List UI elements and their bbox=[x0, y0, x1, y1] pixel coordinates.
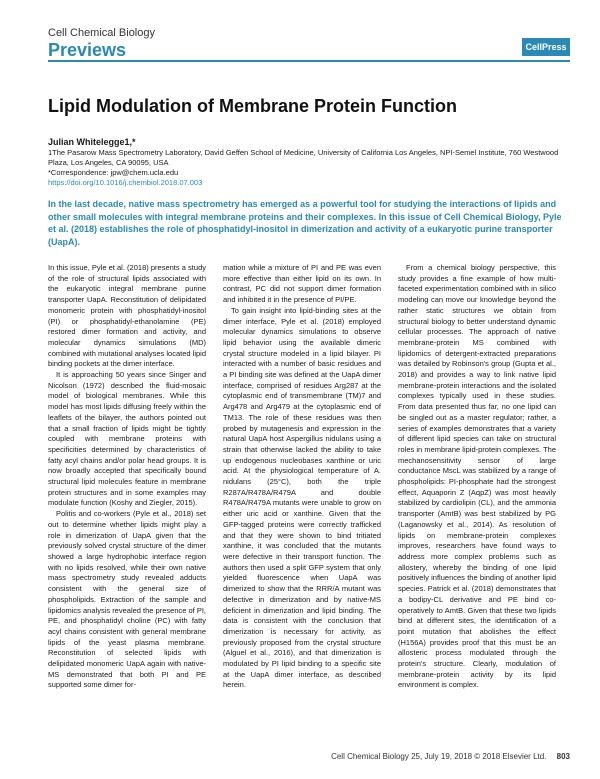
body-column-1 bbox=[48, 263, 206, 691]
paragraph: From a chemical biology perspective, this study provides a fine example of how multi-faceted experimentation combined with in silico modeling can move our knowledge beyond the rather static structures we obtain from structural biology to better understand dynamic cellular processes. The approach of native membrane-protein MS combined with lipidomics of detergent-extracted preparations was detailed by Robinson's group (Gupta et al., 2018) and provides a way to link native lipid membrane-protein interactions and the isolated complexes typically used in these studies. From data presented thus far, no one lipid can be singled out as a master regulator; rather, a series of examples demonstrates that a variety of different lipid species can take on structural roles in membrane lipid-protein complexes. The mechanosensitivity sensor of large conductance MscL was stabilized by a range of phospholipids: PI-phosphate had the strongest effect, Aquaporin Z (AqpZ) was most heavily stabilized by cardiolipin (CL), and the ammonia transporter (AmtB) was best stabilized by PG (Laganowsky et al., 2014). As resolution of lipids on membrane-protein complexes improves, researchers have found ways to address more complex problems such as allostery, whereby the binding of one lipid positively influences the binding of another lipid species. Patrick et al. (2018) demonstrates that a bodipy-CL derivative and PE bind co-operatively to AmtB. Given that these two lipids bind at different sites, the identification of a point mutation that abolishes the effect (H156A) provides proof that this must be an allosteric process modulated through the protein's structure. Clearly, modulation of membrane-protein activity by its lipid environment is complex. bbox=[398, 263, 556, 690]
paragraph: mation while a mixture of PI and PE was even more effective than either lipid on its own. In contrast, PC did not support dimer formation and inhibited it in the presence of PI/PE. bbox=[223, 263, 381, 305]
paragraph: In this issue, Pyle et al. (2018) presents a study of the role of structural lipids associated with the eukaryotic integral membrane purine transporter UapA. Reconstitution of delipidated monomeric protein with phosphatidyl-inositol (PI) or phosphatidyl-ethanolamine (PE) restored dimer formation and activity, and molecular dynamics simulations (MD) combined with mutational analyses located lipid binding pockets at the dimer interface. bbox=[48, 263, 207, 369]
paragraph: Politis and co-workers (Pyle et al., 2018) set out to determine whether lipids might play a role in dimerization of UapA given that the previously solved crystal structure of the dimer showed a large hydrophobic interface region with no lipids resolved, while their own native mass spectrometry study revealed adducts consistent with the general size of phospholipids. Extraction of the sample and lipidomics analysis revealed the presence of PI, PE, and phosphatidyl choline (PC) with fatty acyl chains consistent with general membrane lipids of the yeast plasma membrane. Reconstitution of selected lipids with delipidated monomeric UapA again with native-MS demonstrated that both PI and PE supported some dimer for- bbox=[48, 509, 206, 690]
article-title: Lipid Modulation of Membrane Protein Function bbox=[48, 96, 457, 116]
body-column-2 bbox=[223, 263, 381, 691]
affiliation: 1The Pasarow Mass Spectrometry Laboratory, David Geffen School of Medicine, University of California Los Angeles, NPI-Semel Institute, 760 Westwood Plaza, Los Angeles, CA 90095, USA bbox=[48, 148, 559, 167]
header-rule bbox=[48, 60, 570, 62]
publisher-logo: CellPress bbox=[522, 38, 570, 56]
paragraph: To gain insight into lipid-binding sites at the dimer interface, Pyle et al. (2018) employed molecular dynamics simulations to observe lipid behavior using the available dimeric crystal structure modeled in a lipid bilayer. PI interacted with a number of basic residues and a PI binding site was defined at the UapA dimer interface, comprised of residues Arg287 at the cytoplasmic end of transmembrane (TM)7 and Arg478 and Arg479 at the cytoplasmic end of TM13. The role of these residues was then probed by mutagenesis and expression in the natural UapA host Aspergillus nidulans using a strain that otherwise lacked the ability to take up endogenous nucleobases xanthine or uric acid. At the physiological temperature of A. nidulans (25°C), both the triple R287A/R478A/R479A and double R478A/R479A mutants were unable to grow on either uric acid or xanthine. Given that the GFP-tagged proteins were correctly trafficked and that they were shown to bind tritiated xanthine, it was concluded that the mutants were defective in their transport function. The authors then used a split GFP system that only yielded fluorescence when UapA was dimerized to show that the RRR/A mutant was defective in dimerization and by native-MS deficient in dimerization and lipid binding. The data is consistent with the conclusion that dimerization is necessary for activity, as previously proposed from the crystal structure (Alguel et al., 2016), and that dimerization is modulated by PI lipid binding to a specific site at the UapA dimer interface, as described herein. bbox=[223, 305, 381, 690]
paragraph: It is approaching 50 years since Singer and Nicolson (1972) described the fluid-mosaic model of biological membranes. While this model has most lipids diffusing freely within the leaflets of the bilayer, the authors pointed out that a small fraction of lipids might be tightly coupled with membrane proteins with specificities determined by characteristics of fatty acyl chains and/or polar head groups. It is now broadly accepted that specifically bound structural lipid molecules feature in membrane protein structures and in some examples may modulate function (Koshy and Ziegler, 2015). bbox=[48, 370, 206, 508]
correspondence: *Correspondence: jpw@chem.ucla.edu bbox=[48, 168, 179, 177]
page-footer bbox=[331, 752, 570, 761]
journal-name: Cell Chemical Biology bbox=[48, 27, 155, 39]
abstract: In the last decade, native mass spectrometry has emerged as a powerful tool for studying the interactions of lipids and other small molecules with integral membrane proteins and their complexes. In this issue of Cell Chemical Biology, Pyle et al. (2018) establishes the role of phosphatidyl-inositol in dimerization and activity of a eukaryotic purine transporter (UapA). bbox=[48, 199, 562, 247]
author-name: Julian Whitelegge1,* bbox=[48, 137, 136, 147]
body-column-3 bbox=[398, 263, 556, 691]
doi-link[interactable]: https://doi.org/10.1016/j.chembiol.2018.07.003 bbox=[48, 178, 203, 187]
section-title: Previews bbox=[48, 40, 127, 60]
affiliation-block bbox=[48, 148, 568, 188]
footer-citation: Cell Chemical Biology 25, July 19, 2018 © 2018 Elsevier Ltd. bbox=[331, 752, 547, 761]
page-number: 803 bbox=[556, 752, 570, 761]
